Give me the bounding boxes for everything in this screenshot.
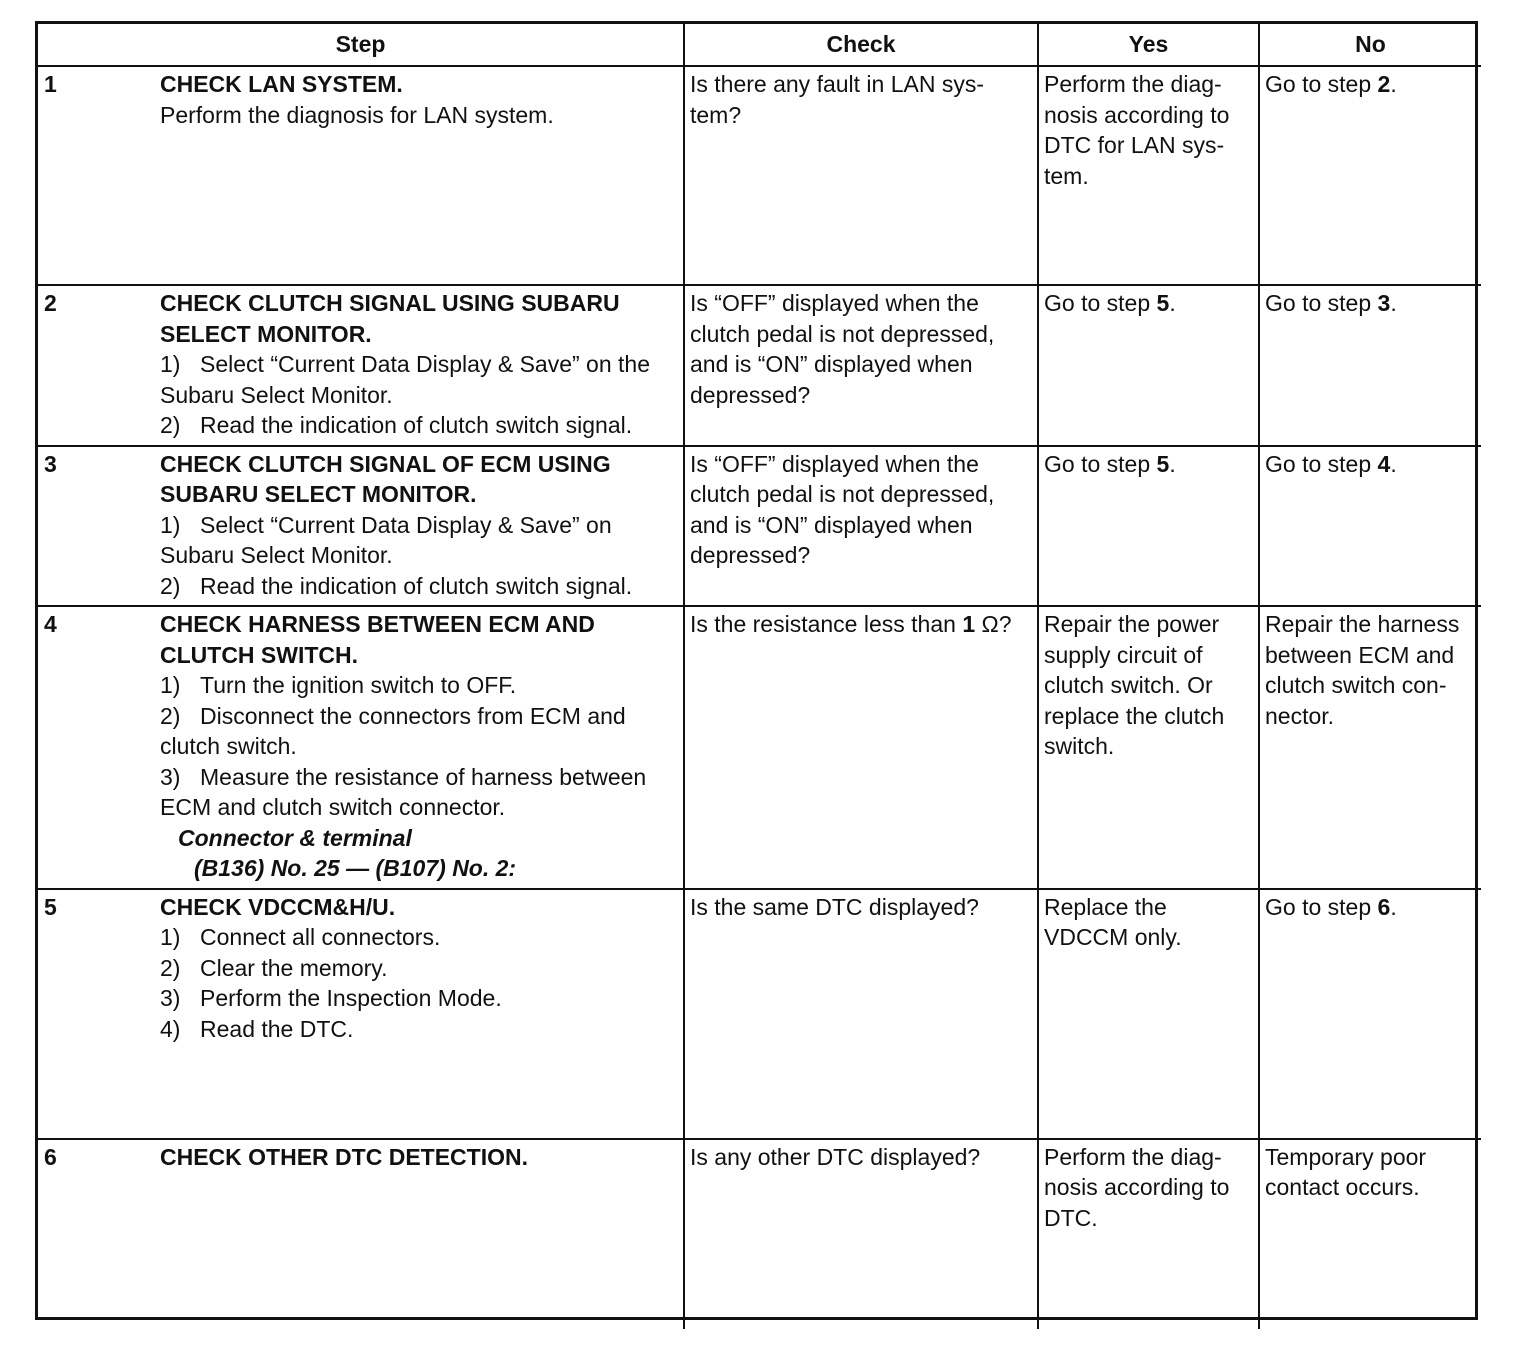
no-suffix: . bbox=[1390, 71, 1397, 97]
instruction-text: Clear the memory. bbox=[200, 954, 388, 981]
no-text: Go to step bbox=[1265, 450, 1378, 477]
step-cell bbox=[38, 446, 684, 607]
instruction-index: 3) bbox=[160, 763, 181, 790]
step-cell bbox=[38, 66, 684, 285]
yes-text: Go to step bbox=[1044, 290, 1157, 316]
instruction-text: Measure the resistance of harness between ECM and clutch switch connector. bbox=[160, 763, 647, 820]
instruction-text: Read the DTC. bbox=[200, 1015, 354, 1042]
step-title: CHECK LAN SYSTEM. bbox=[160, 71, 403, 97]
header-step: Step bbox=[38, 24, 684, 66]
step-title: CHECK VDCCM&H/U. bbox=[160, 893, 396, 920]
table-row bbox=[38, 446, 1481, 607]
instruction bbox=[160, 953, 678, 984]
header-no: No bbox=[1259, 24, 1481, 66]
check-cell: Is “OFF” displayed when the clutch pedal is not depressed, and is “ON” displayed when depressed? bbox=[684, 285, 1038, 446]
instruction-index: 1) bbox=[160, 924, 181, 950]
step-cell bbox=[38, 1139, 684, 1329]
instruction-index: 2) bbox=[160, 702, 181, 729]
yes-text: Go to step bbox=[1044, 450, 1157, 477]
no-text: Go to step bbox=[1265, 893, 1378, 920]
instruction-text: Select “Current Data Display & Save” on Subaru Select Monitor. bbox=[160, 511, 612, 568]
header-yes: Yes bbox=[1038, 24, 1259, 66]
no-cell bbox=[1259, 446, 1481, 607]
instruction bbox=[160, 510, 678, 571]
instruction bbox=[160, 1014, 678, 1045]
instruction-text: Connect all connectors. bbox=[200, 924, 441, 950]
step-title: CHECK HARNESS BETWEEN ECM AND CLUTCH SWITCH. bbox=[160, 611, 595, 668]
no-cell: Repair the harness between ECM and clutch switch con-nector. bbox=[1259, 606, 1481, 889]
yes-cell: Perform the diag-nosis according to DTC. bbox=[1038, 1139, 1259, 1329]
check-text: Is the resistance less than bbox=[690, 611, 963, 637]
no-cell bbox=[1259, 889, 1481, 1139]
instruction-index: 3) bbox=[160, 985, 181, 1011]
yes-cell: Repair the power supply circuit of clutch switch. Or replace the clutch switch. bbox=[1038, 606, 1259, 889]
instruction-index: 1) bbox=[160, 511, 181, 538]
instruction-index: 2) bbox=[160, 954, 181, 981]
no-suffix: . bbox=[1390, 290, 1397, 316]
header-row bbox=[38, 24, 1481, 66]
yes-cell: Replace the VDCCM only. bbox=[1038, 889, 1259, 1139]
step-number: 5 bbox=[44, 893, 57, 920]
table-row bbox=[38, 1139, 1481, 1329]
check-cell: Is “OFF” displayed when the clutch pedal is not depressed, and is “ON” displayed when depressed? bbox=[684, 446, 1038, 607]
instruction-text: Read the indication of clutch switch signal. bbox=[200, 412, 633, 438]
instruction-index: 1) bbox=[160, 351, 181, 377]
yes-suffix: . bbox=[1169, 450, 1176, 477]
check-cell: Is there any fault in LAN sys-tem? bbox=[684, 66, 1038, 285]
yes-suffix: . bbox=[1169, 290, 1176, 316]
step-number: 2 bbox=[44, 290, 57, 316]
yes-cell bbox=[1038, 446, 1259, 607]
diagnostic-table bbox=[38, 24, 1481, 1329]
no-suffix: . bbox=[1390, 450, 1397, 477]
step-cell bbox=[38, 606, 684, 889]
check-cell bbox=[684, 606, 1038, 889]
instruction bbox=[160, 762, 678, 823]
step-number: 1 bbox=[44, 71, 57, 97]
instruction-text: Select “Current Data Display & Save” on the Subaru Select Monitor. bbox=[160, 351, 650, 408]
step-title: CHECK CLUTCH SIGNAL USING SUBARU SELECT MONITOR. bbox=[160, 290, 620, 347]
resistance-value: 1 bbox=[962, 611, 976, 637]
instruction-index: 2) bbox=[160, 572, 181, 599]
step-number: 4 bbox=[44, 611, 57, 637]
instruction-index: 2) bbox=[160, 412, 181, 438]
instruction bbox=[160, 410, 678, 441]
yes-step-ref: 5 bbox=[1156, 290, 1170, 316]
instruction-index: 4) bbox=[160, 1015, 181, 1042]
no-cell bbox=[1259, 66, 1481, 285]
yes-cell bbox=[1038, 285, 1259, 446]
check-cell: Is any other DTC displayed? bbox=[684, 1139, 1038, 1329]
step-description: Perform the diagnosis for LAN system. bbox=[160, 101, 554, 128]
table-row bbox=[38, 606, 1481, 889]
yes-step-ref: 5 bbox=[1156, 450, 1170, 477]
instruction-text: Read the indication of clutch switch signal. bbox=[200, 572, 633, 599]
table-row bbox=[38, 285, 1481, 446]
instruction bbox=[160, 571, 678, 602]
step-number: 3 bbox=[44, 450, 57, 477]
no-step-ref: 3 bbox=[1377, 290, 1391, 316]
connector-terminals: (B136) No. 25 — (B107) No. 2: bbox=[194, 855, 517, 881]
no-step-ref: 6 bbox=[1377, 893, 1391, 920]
check-cell: Is the same DTC displayed? bbox=[684, 889, 1038, 1139]
step-cell bbox=[38, 889, 684, 1139]
instruction bbox=[160, 670, 678, 701]
header-check: Check bbox=[684, 24, 1038, 66]
no-step-ref: 2 bbox=[1377, 71, 1391, 97]
instruction bbox=[160, 922, 678, 953]
step-cell bbox=[38, 285, 684, 446]
no-cell: Temporary poor contact occurs. bbox=[1259, 1139, 1481, 1329]
no-text: Go to step bbox=[1265, 71, 1378, 97]
step-title: CHECK CLUTCH SIGNAL OF ECM USING SUBARU SELECT MONITOR. bbox=[160, 450, 611, 507]
instruction-text: Disconnect the connectors from ECM and clutch switch. bbox=[160, 702, 626, 759]
diagnostic-table-frame bbox=[35, 21, 1478, 1320]
check-suffix: Ω? bbox=[975, 611, 1012, 637]
step-number: 6 bbox=[44, 1143, 57, 1170]
instruction bbox=[160, 349, 678, 410]
step-title: CHECK OTHER DTC DETECTION. bbox=[160, 1143, 528, 1170]
no-cell bbox=[1259, 285, 1481, 446]
table-row bbox=[38, 66, 1481, 285]
instruction bbox=[160, 701, 678, 762]
instruction bbox=[160, 983, 678, 1014]
table-row bbox=[38, 889, 1481, 1139]
instruction-index: 1) bbox=[160, 672, 181, 698]
no-text: Go to step bbox=[1265, 290, 1378, 316]
no-step-ref: 4 bbox=[1377, 450, 1391, 477]
instruction-text: Perform the Inspection Mode. bbox=[200, 985, 502, 1011]
instruction-text: Turn the ignition switch to OFF. bbox=[200, 672, 517, 698]
no-suffix: . bbox=[1390, 893, 1397, 920]
connector-heading: Connector & terminal bbox=[178, 824, 412, 851]
yes-cell: Perform the diag-nosis according to DTC for LAN sys-tem. bbox=[1038, 66, 1259, 285]
